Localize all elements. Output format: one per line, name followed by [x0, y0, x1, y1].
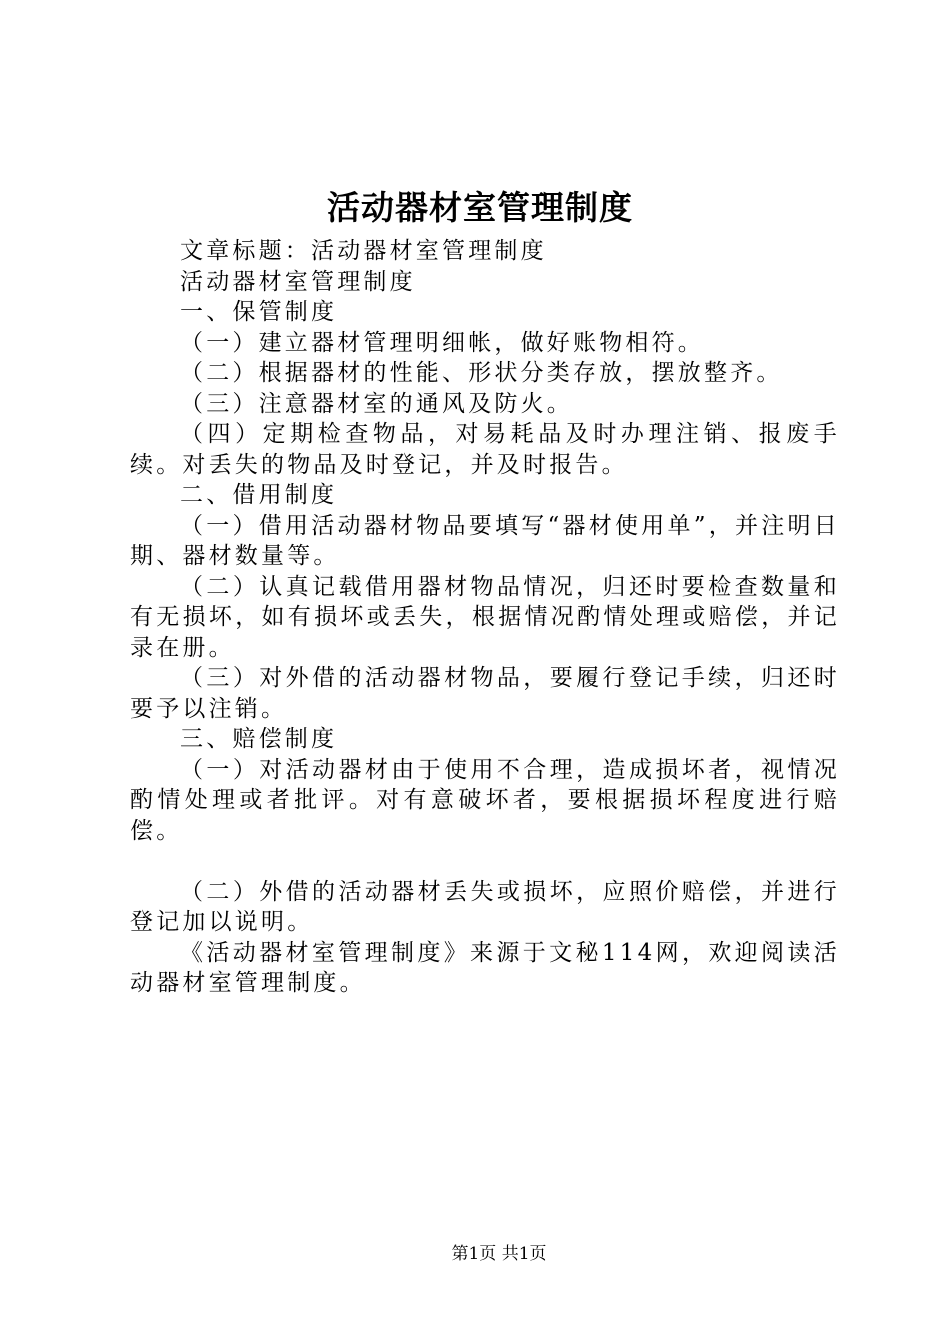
borrowing-item-2: （二）认真记载借用器材物品情况，归还时要检查数量和有无损坏，如有损坏或丢失，根据情况酌情处理或赔偿，并记录在册。 [130, 573, 840, 661]
subtitle-line: 活动器材室管理制度 [180, 268, 416, 295]
section-heading-compensation: 三、赔偿制度 [180, 726, 338, 752]
section-heading-storage: 一、保管制度 [180, 299, 338, 325]
storage-item-3: （三）注意器材室的通风及防火。 [180, 390, 573, 417]
page-footer: 第1页 共1页 [451, 1244, 547, 1264]
article-title-line: 文章标题：活动器材室管理制度 [180, 238, 547, 264]
paragraph-spacer [130, 846, 840, 877]
source-note: 《活动器材室管理制度》来源于文秘114网，欢迎阅读活动器材室管理制度。 [130, 939, 840, 996]
storage-item-4: （四）定期检查物品，对易耗品及时办理注销、报废手续。对丢失的物品及时登记，并及时报告。 [130, 421, 840, 478]
storage-item-1: （一）建立器材管理明细帐，做好账物相符。 [180, 329, 704, 356]
borrowing-item-3: （三）对外借的活动器材物品，要履行登记手续，归还时要予以注销。 [130, 665, 840, 722]
section-heading-borrowing: 二、借用制度 [180, 482, 338, 508]
document-body [130, 236, 840, 999]
document-title: 活动器材室管理制度 [327, 188, 633, 227]
borrowing-item-1: （一）借用活动器材物品要填写“器材使用单”，并注明日期、器材数量等。 [130, 512, 840, 569]
compensation-item-2: （二）外借的活动器材丢失或损坏，应照价赔偿，并进行登记加以说明。 [130, 878, 840, 935]
compensation-item-1: （一）对活动器材由于使用不合理，造成损坏者，视情况酌情处理或者批评。对有意破坏者，要根据损坏程度进行赔偿。 [130, 756, 840, 844]
storage-item-2: （二）根据器材的性能、形状分类存放，摆放整齐。 [180, 360, 783, 386]
